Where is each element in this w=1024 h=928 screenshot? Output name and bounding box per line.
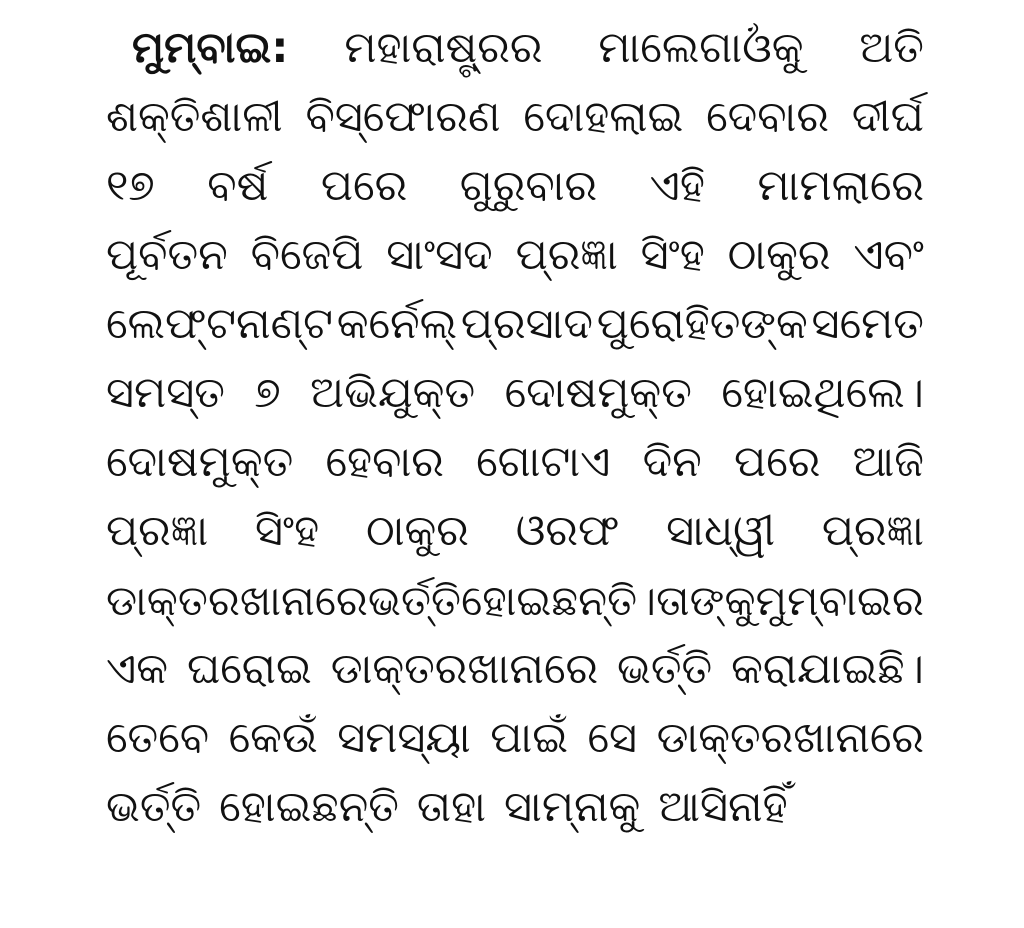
article-line bbox=[106, 83, 924, 152]
article-line bbox=[106, 635, 924, 704]
word: ଡାକ୍ତରଖାନାରେ bbox=[330, 644, 599, 694]
word: କେଉଁ bbox=[228, 713, 318, 763]
word: ଏହି bbox=[649, 161, 705, 211]
word: ହୋଇଛନ୍ତି। bbox=[461, 576, 657, 625]
word: ସମସ୍ୟା bbox=[337, 713, 471, 763]
word: ଭର୍ତ୍ତି bbox=[367, 576, 462, 625]
article-line bbox=[106, 152, 924, 221]
word: ଦେବାର bbox=[706, 92, 829, 142]
word: ସିଂହ bbox=[640, 230, 705, 280]
word: ଏକ bbox=[106, 644, 169, 694]
word: ହୋଇଛନ୍ତି bbox=[219, 782, 399, 832]
article-line bbox=[106, 566, 924, 635]
word: ୭ bbox=[254, 368, 281, 418]
article-line bbox=[106, 290, 924, 359]
word: ସେ bbox=[587, 713, 638, 763]
article-line bbox=[106, 221, 924, 290]
article-line bbox=[106, 773, 924, 842]
word: ଏବଂ bbox=[853, 230, 924, 280]
word: ଘରୋଇ bbox=[186, 644, 312, 694]
word: ଡାକ୍ତରଖାନାରେ bbox=[656, 713, 924, 763]
word: ପୁରୋହିତଙ୍କ bbox=[596, 299, 808, 349]
word: ପୂର୍ବତନ bbox=[106, 230, 228, 280]
article-body bbox=[106, 14, 924, 842]
word: ଭର୍ତ୍ତି bbox=[617, 644, 713, 694]
article-line bbox=[106, 359, 924, 428]
article-line bbox=[106, 704, 924, 773]
word: ପ୍ରଜ୍ଞା bbox=[106, 506, 209, 556]
word: ବିଜେପି bbox=[250, 230, 364, 280]
article-line bbox=[106, 14, 924, 83]
word: ପ୍ରଜ୍ଞା bbox=[515, 230, 618, 280]
word: ଅଭିଯୁକ୍ତ bbox=[310, 368, 476, 418]
word: ଓରଫ bbox=[515, 506, 620, 556]
word: ପରେ bbox=[320, 161, 408, 211]
word: ମୁମ୍ବାଇର bbox=[755, 576, 924, 625]
word: ଆଜି bbox=[852, 437, 924, 487]
word: ବର୍ଷ bbox=[207, 161, 269, 211]
word: ସାଂସଦ bbox=[386, 230, 493, 280]
word: ତାହା bbox=[416, 782, 486, 832]
word: ମାଲେଗାଓଁକୁ bbox=[598, 23, 804, 73]
word: ଠାକୁର bbox=[366, 506, 469, 556]
word: ଗୁରୁବାର bbox=[459, 161, 598, 211]
word: ମହାରାଷ୍ଟ୍ରର bbox=[344, 23, 543, 73]
word: ପରେ bbox=[734, 437, 821, 487]
word: ସାଧ୍ୱୀ bbox=[666, 506, 775, 556]
word: ଡାକ୍ତରଖାନାରେ bbox=[106, 576, 368, 625]
article-line bbox=[106, 428, 924, 497]
word: ପାଇଁ bbox=[490, 713, 568, 763]
word: ତାଙ୍କୁ bbox=[656, 576, 756, 625]
word: ପ୍ରଜ୍ଞା bbox=[821, 506, 924, 556]
word: ସାମ୍ନାକୁ bbox=[503, 782, 641, 832]
word: ୧୭ bbox=[106, 161, 155, 211]
word: ପ୍ରସାଦ bbox=[460, 299, 593, 349]
word: ଭର୍ତ୍ତି bbox=[106, 782, 202, 832]
word: ବିସ୍ଫୋରଣ bbox=[305, 92, 501, 142]
article-line bbox=[106, 497, 924, 566]
word: କରାଯାଇଛି। bbox=[731, 644, 924, 694]
word: ଠାକୁର bbox=[727, 230, 831, 280]
word: ମାମଲାରେ bbox=[757, 161, 924, 211]
dateline: ମୁମ୍ବାଇ: bbox=[132, 23, 289, 73]
word: ସମସ୍ତ bbox=[106, 368, 225, 418]
word: ଦୋଷମୁକ୍ତ bbox=[106, 437, 294, 487]
word: ଦୀର୍ଘ bbox=[851, 92, 924, 142]
word: ସିଂହ bbox=[255, 506, 320, 556]
word: ତେବେ bbox=[106, 713, 210, 763]
word: ଶକ୍ତିଶାଳୀ bbox=[106, 92, 283, 142]
word: ଦୋହଲାଇ bbox=[523, 92, 684, 142]
word: ଆସିନାହିଁ bbox=[658, 782, 788, 832]
word: ହେବାର bbox=[325, 437, 444, 487]
word: ଦିନ bbox=[642, 437, 702, 487]
word: ଲେଫ୍ଟନାଣ୍ଟ bbox=[106, 299, 333, 349]
word: ସମେତ bbox=[811, 299, 924, 349]
word: ଗୋଟାଏ bbox=[476, 437, 611, 487]
word: ଅତି bbox=[859, 23, 924, 73]
word: ହୋଇଥିଲେ। bbox=[721, 368, 924, 418]
word: ଦୋଷମୁକ୍ତ bbox=[504, 368, 692, 418]
word: କର୍ନେଲ୍ bbox=[336, 299, 458, 349]
